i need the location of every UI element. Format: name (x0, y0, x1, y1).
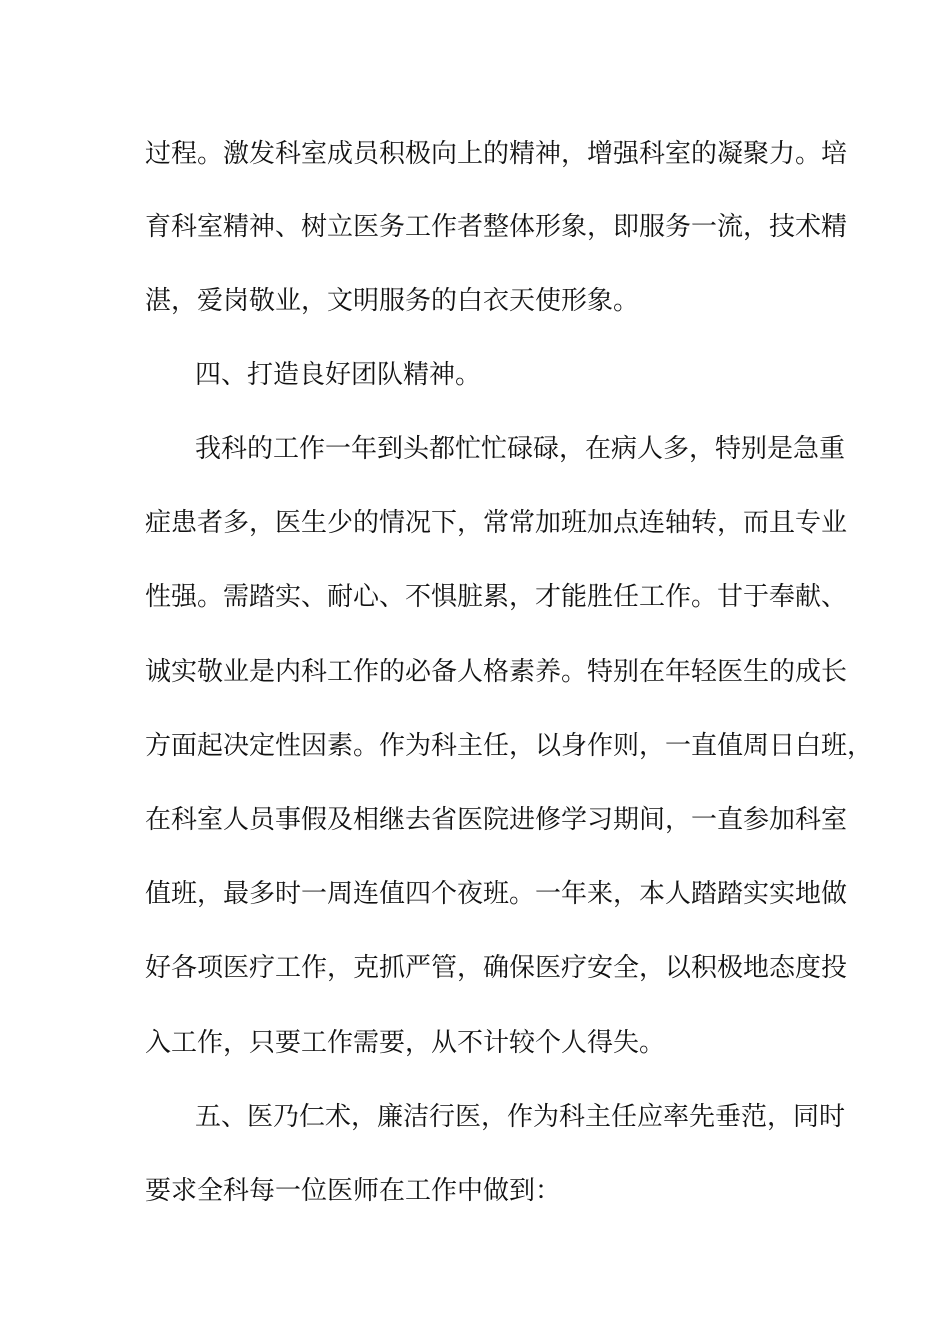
paragraph-line: 好各项医疗工作，克抓严管，确保医疗安全，以积极地态度投 (145, 953, 848, 983)
paragraph-line: 值班，最多时一周连值四个夜班。一年来，本人踏踏实实地做 (145, 879, 848, 909)
paragraph-line: 方面起决定性因素。作为科主任，以身作则，一直值周日白班， (145, 731, 874, 761)
paragraph-line: 在科室人员事假及相继去省医院进修学习期间，一直参加科室 (145, 805, 848, 835)
paragraph-line: 入工作，只要工作需要，从不计较个人得失。 (145, 1028, 666, 1058)
paragraph-line: 症患者多，医生少的情况下，常常加班加点连轴转，而且专业 (145, 508, 848, 538)
paragraph-line: 性强。需踏实、耐心、不惧脏累，才能胜任工作。甘于奉献、 (145, 582, 848, 612)
paragraph-line: 诚实敬业是内科工作的必备人格素养。特别在年轻医生的成长 (145, 657, 848, 687)
paragraph-line: 要求全科每一位医师在工作中做到： (145, 1176, 562, 1206)
paragraph-line: 我科的工作一年到头都忙忙碌碌，在病人多，特别是急重 (195, 434, 846, 464)
section-heading: 五、医乃仁术，廉洁行医，作为科主任应率先垂范，同时 (195, 1102, 846, 1132)
paragraph-line: 育科室精神、树立医务工作者整体形象，即服务一流，技术精 (145, 212, 848, 242)
section-heading: 四、打造良好团队精神。 (195, 360, 482, 390)
paragraph-line: 过程。激发科室成员积极向上的精神，增强科室的凝聚力。培 (145, 139, 848, 169)
paragraph-line: 湛，爱岗敬业，文明服务的白衣天使形象。 (145, 286, 640, 316)
